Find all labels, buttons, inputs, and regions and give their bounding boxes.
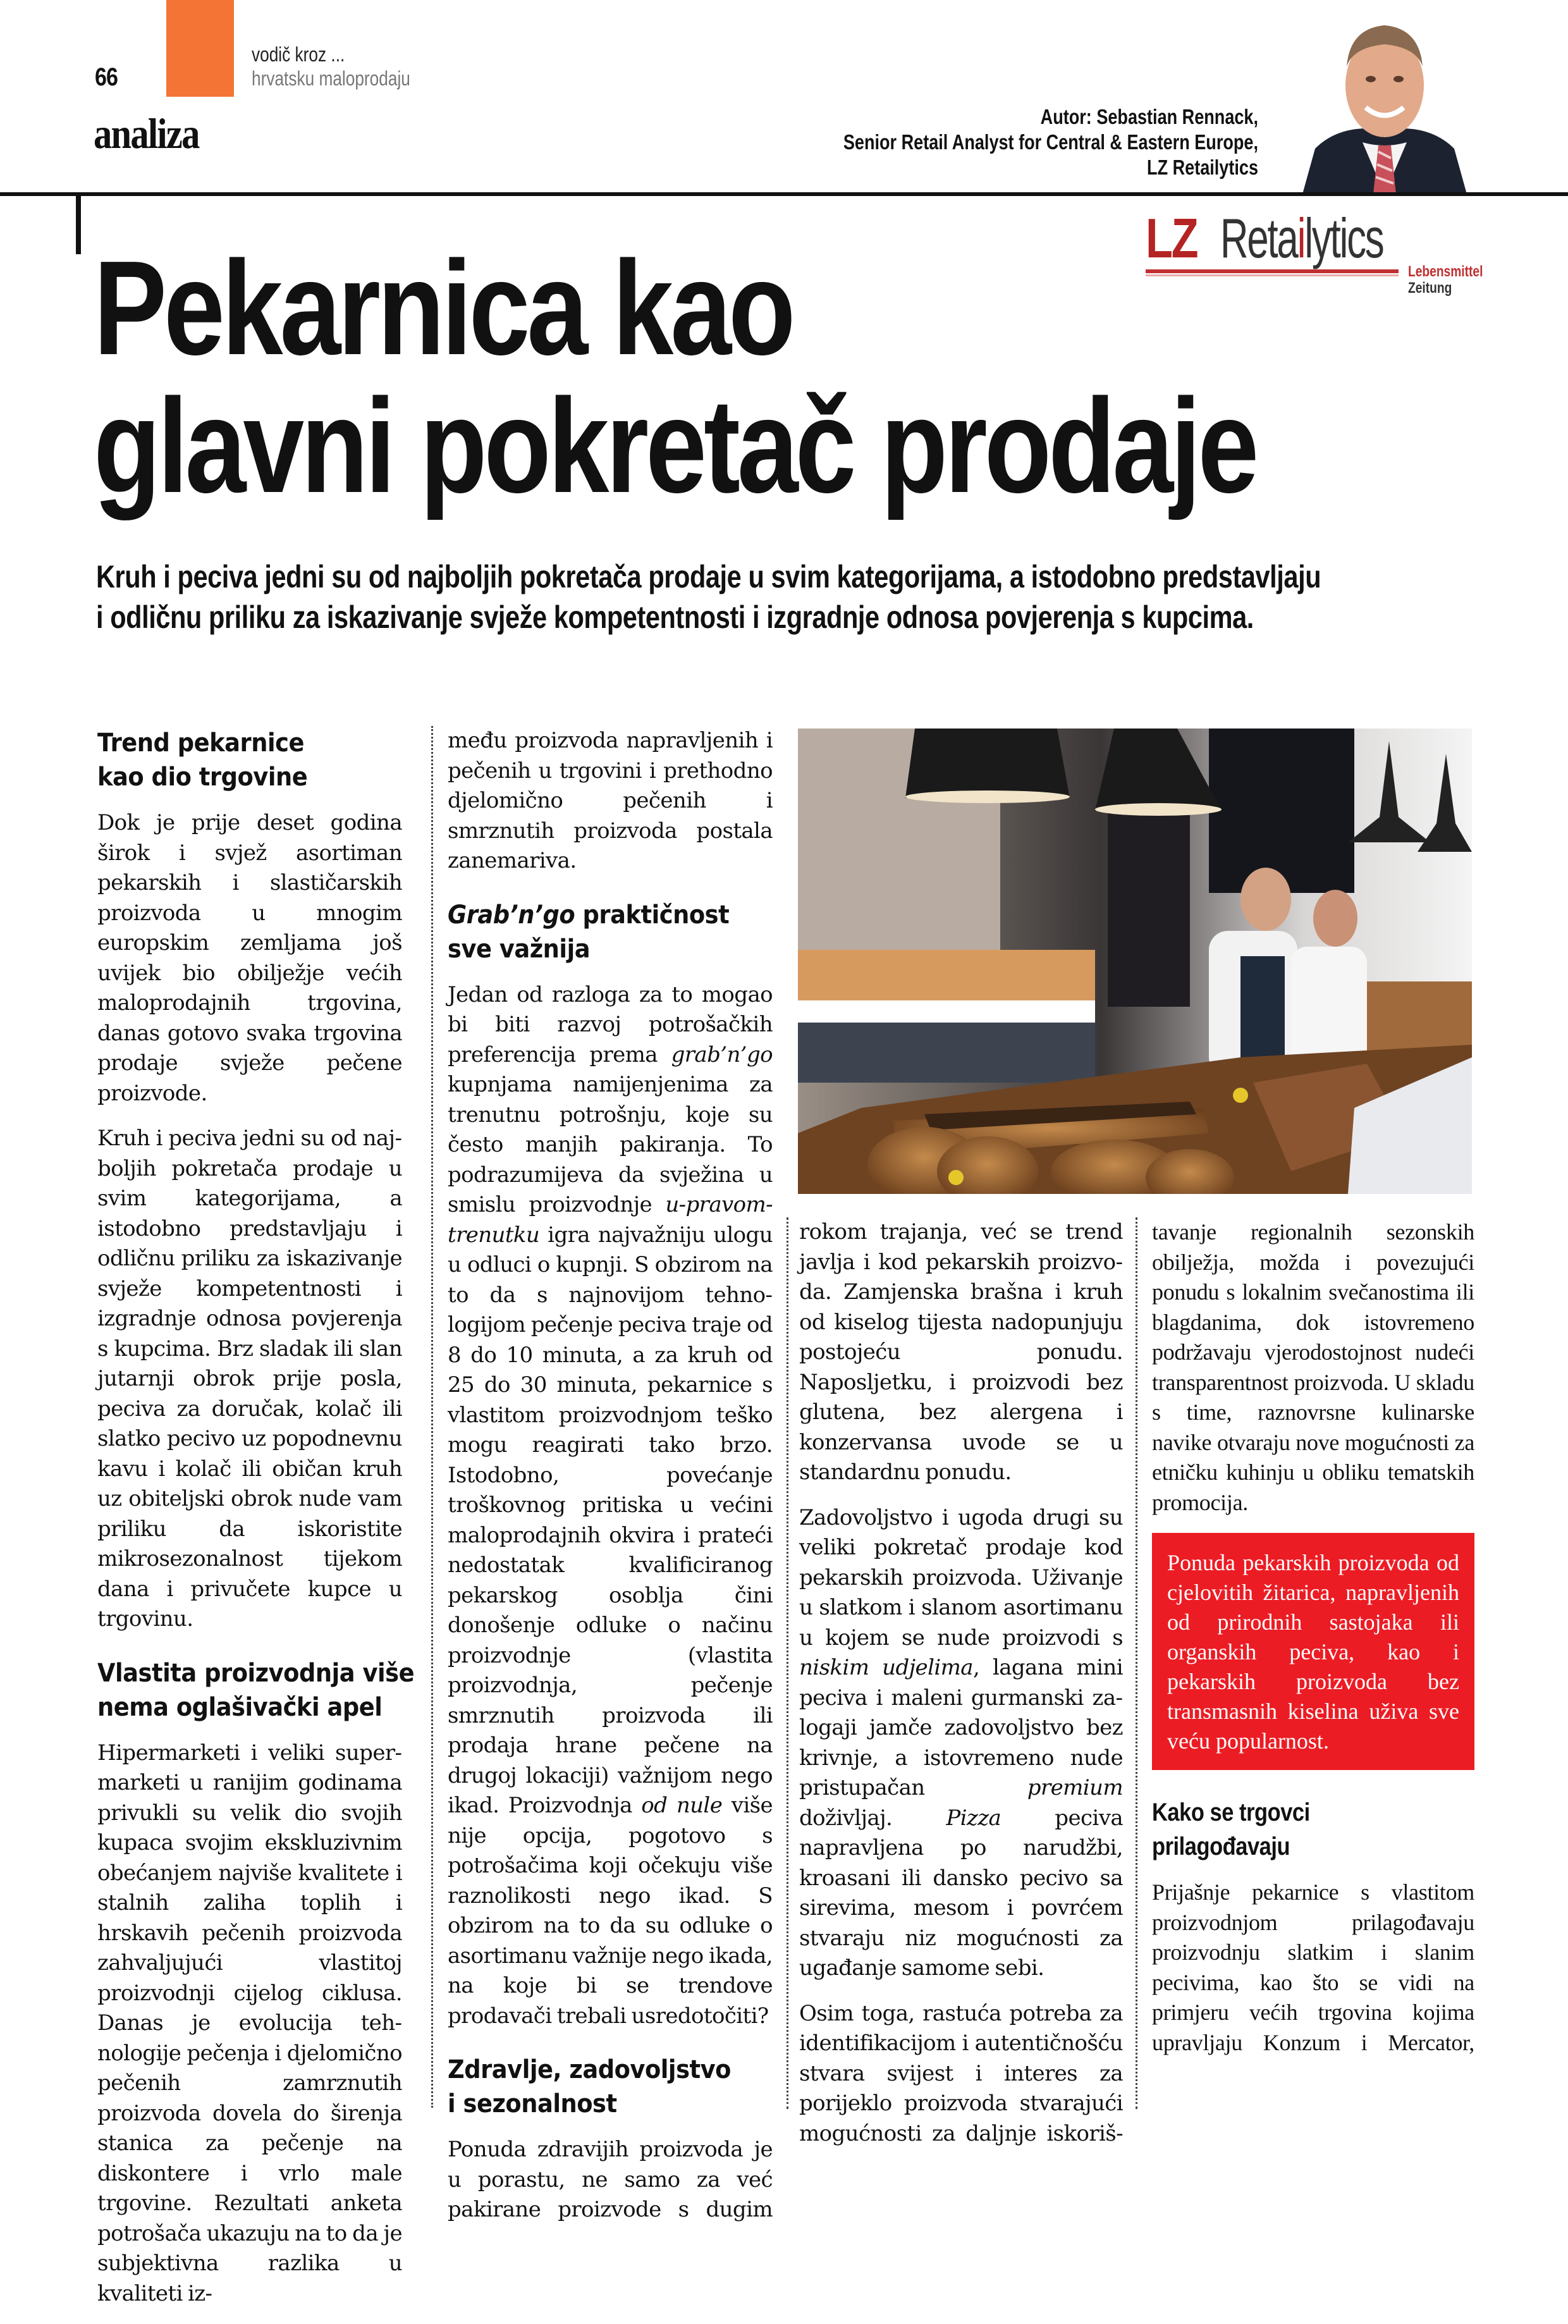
paragraph [799,1503,1123,1984]
subheading-italic: Grab’n’go [448,900,575,930]
paragraph: među proizvoda napravljenih i pečenih u trgovini i prethodno djelomično pečenih i smrznutih proizvoda postala zanemariva. [448,728,773,873]
subheading-line: sve važnija [448,934,591,964]
subheading-line: i sezonalnost [448,2089,617,2118]
bakery-photo-icon [798,729,1472,1194]
section-label: analiza [94,109,199,157]
article-lead: Kruh i peciva jedni su od najboljih pokretača prodaje u svim kategorijama, a istodobno predstavljaju i odličnu priliku za iskazivanje svježe kompetentnosti i izgradnje odnosa povjerenja s kupcima. [96,559,1321,635]
portrait-image-icon [1296,16,1473,194]
text-run: Jedan od razloga za to mogao bi biti razvoj potrošačkih preferencija prema [448,981,773,1067]
subheading-line: Kako se trgovci [1152,1798,1310,1826]
author-credit [740,104,1258,180]
logo-lebensmittel: Lebensmittel [1408,263,1483,280]
paragraph [448,980,773,2032]
article-column-3 [799,1217,1123,2164]
subheading-line [448,898,747,932]
text-run: , lagana mini peciva i maleni gurmanski zalogaji jamče zadovoljstvo bez krivnje, a istovremeno nude pristupačan [799,1655,1123,1800]
bakery-photo [798,729,1472,1194]
emphasis: Pizza [946,1805,1001,1831]
title-line1: Pekarnica kao [94,233,793,383]
text-run: kupnjama namijenjenima za trenutnu potrošnju, koje su često manjih pakiranja. To podrazumijeva da svježina u smislu proizvodnje [448,1072,773,1217]
subheading-vlastita-proizvodnja [97,1656,415,1725]
article-column-1 [97,726,415,2324]
paragraph: rokom trajanja, već se trend javlja i kod pekarskih proizvoda. Zamjenska brašna i kruh od kiselog tijesta nadopunjuju postojeću ponudu. Naposljetku, i proizvodi bez glutena, bez alergena i konzervansa uvode se u standardnu ponudu. [799,1219,1123,1485]
paragraph: Ponuda zdravijih proizvoda je u porastu, ne samo za već pakirane proizvode s dugim [448,2137,773,2222]
logo-part: Reta [1220,207,1297,269]
logo-zeitung: Zeitung [1408,280,1452,297]
subheading-line: nema oglašivački apel [97,1692,383,1722]
logo-part: lytics [1304,207,1383,269]
section-color-tab [166,0,234,97]
page-number: 66 [95,63,118,91]
callout-text: Ponuda pekarskih proizvoda od cjelovitih žitarica, napravljenih od prirodnih sastojaka ili organskih peciva, kao i pekarskih proizvoda bez transmasnih kiselina uživa sve veću popularnost. [1167,1550,1459,1754]
subheading-line: Vlastita proizvodnja više [97,1658,415,1688]
column-divider [787,1217,788,2109]
subheading-trend [97,726,377,794]
column-divider [431,726,433,2108]
logo-lz: LZ [1146,207,1197,269]
paragraph: Kruh i peciva jedni su od najboljih pokretača prodaje u svim kategorijama, a istodobno predstavljaju i odličnu priliku za iskazivanje svježe kompetentnosti i izgradnje odnosa povjerenja s kupcima. Brz sladak ili slan jutarnji obrok prije posla, peciva za doručak, kolač ili slatko pecivo uz popodnevnu kavu i kolač ili običan kruh uz obiteljski obrok nude vam priliku da iskoristite mikrosezonalnost tijekom dana i privučete kupce u trgovinu. [97,1126,402,1632]
title-marker [76,192,81,254]
subheading-line: Trend pekarnice [97,729,304,758]
column-divider [1136,1217,1137,2109]
emphasis: od nule [641,1793,723,1818]
article-column-4 [1152,1217,1474,2073]
subheading-zdravlje [448,2053,747,2121]
author-name: Autor: Sebastian Rennack, [1040,105,1258,128]
author-company: LZ Retailytics [1147,156,1258,179]
highlight-callout [1152,1533,1474,1770]
logo-part: i [1297,207,1305,269]
paragraph: Prijašnje pekarnice s vlastitom proizvodnjom prilagođavaju proizvodnju slatkim i slanim pecivima, kao što se vidi na primjeru većih trgovina kojima upravljaju Konzum i Mercator, [1152,1879,1474,2055]
author-role: Senior Retail Analyst for Central & Eastern Europe, [843,130,1258,154]
subheading-line: kao dio trgovine [97,763,308,792]
subheading-line: prilagođavaju [1152,1833,1290,1860]
section-title-line2: hrvatsku maloprodaju [252,67,410,90]
section-title-line1: vodič kroz ... [252,43,345,66]
paragraph: tavanje regionalnih sezonskih obilježja, možda i povezujući ponudu s lokalnim svečanostima ili blagdanima, dok istovremeno podržavaju vjerodostojnost nudeći transparentnost proizvoda. U skladu s time, raznovrsne kulinarske navike otvaraju nove mogućnosti za etničku kuhinju u obliku tematskih promocija. [1152,1219,1474,1515]
subheading-kako-se-trgovci [1152,1795,1430,1864]
text-run: više nije opcija, pogotovo s potrošačima koji očekuju više raznolikosti nego ikad. S obzirom na to da su odluke o asortimanu važnije nego ikada, na koje bi se trendove prodavači trebali usredotočiti? [448,1793,773,2029]
emphasis: niskim udjelima [799,1655,973,1680]
text-run: peciva napravljena po narudžbi, kroasani ili dansko pecivo sa sirevima, mesom i povrćem stvaraju niz mogućnosti za ugađanje samome sebi. [799,1805,1123,1981]
paragraph: Dok je prije deset godina širok i svjež asortiman pekarskih i slastičarskih proizvoda u mnogim europskim zemljama još uvijek bio obilježje većih maloprodajnih trgovina, danas gotovo svaka trgovina prodaje svježe pečene proizvode. [97,810,402,1106]
title-line2: glavni pokretač prodaje [94,371,1256,520]
text-run: Zadovoljstvo i ugoda drugi su veliki pokretač prodaje kod pekarskih proizvoda. Uživanje u slatkom i slanom asortimanu u kojem se nude proizvodi s [799,1504,1123,1651]
emphasis: premium [1027,1775,1123,1800]
paragraph: Hipermarketi i veliki supermarketi u ranijim godinama privukli su velik dio svojih kupaca svojim ekskluzivnim obećanjem najviše kvalitete i stalnih zaliha toplih i hrskavih pečenih proizvoda zahvaljujući vlastitoj proizvodnji cijelog ciklusa. Danas je evolucija tehnologije pečenja i djelomično pečenih zamrznutih proizvoda dovela do širenja stanica za pečenje na diskontere i vrlo male trgovine. Rezultati anketa potrošača ukazuju na to da je subjektivna razlika u kvaliteti iz- [97,1740,402,2306]
header-rule [0,192,1568,196]
emphasis: u-pravom-trenutku [448,1192,773,1248]
subheading-grab-n-go [448,898,747,966]
subheading-line: Zdravlje, zadovoljstvo [448,2055,731,2084]
text-run: igra najvažniju ulogu u odluci o kupnji. S obzirom na to da s najnovijom tehnologijom pečenje peciva traje od 8 do 10 minuta, a za kruh od 25 do 30 minuta, pekarnice s vlastitom proizvodnjom teško mogu reagirati tako brzo. Istodobno, povećanje troškovnog pritiska u većini maloprodajnih okvira i prateći nedostatak kvalificiranog pekarskog osoblja čini donošenje odluke o načinu proizvodnje (vlastita proizvodnja, pečenje smrznutih proizvoda ili prodaja hrane pečene na drugoj lokaciji) važnijom nego ikad. Proizvodnja [448,1222,773,1818]
author-portrait [1296,16,1473,194]
text-run: doživljaj. [799,1805,946,1831]
subheading-text: praktičnost [575,900,730,930]
article-column-2 [448,726,773,2241]
emphasis: grab’n’go [671,1042,773,1067]
paragraph: Osim toga, rastuća potreba za identifikacijom i autentičnošću stvara svijest i interes za porijeklo proizvoda stvarajući mogućnosti za daljnje iskoriš- [799,2000,1123,2146]
